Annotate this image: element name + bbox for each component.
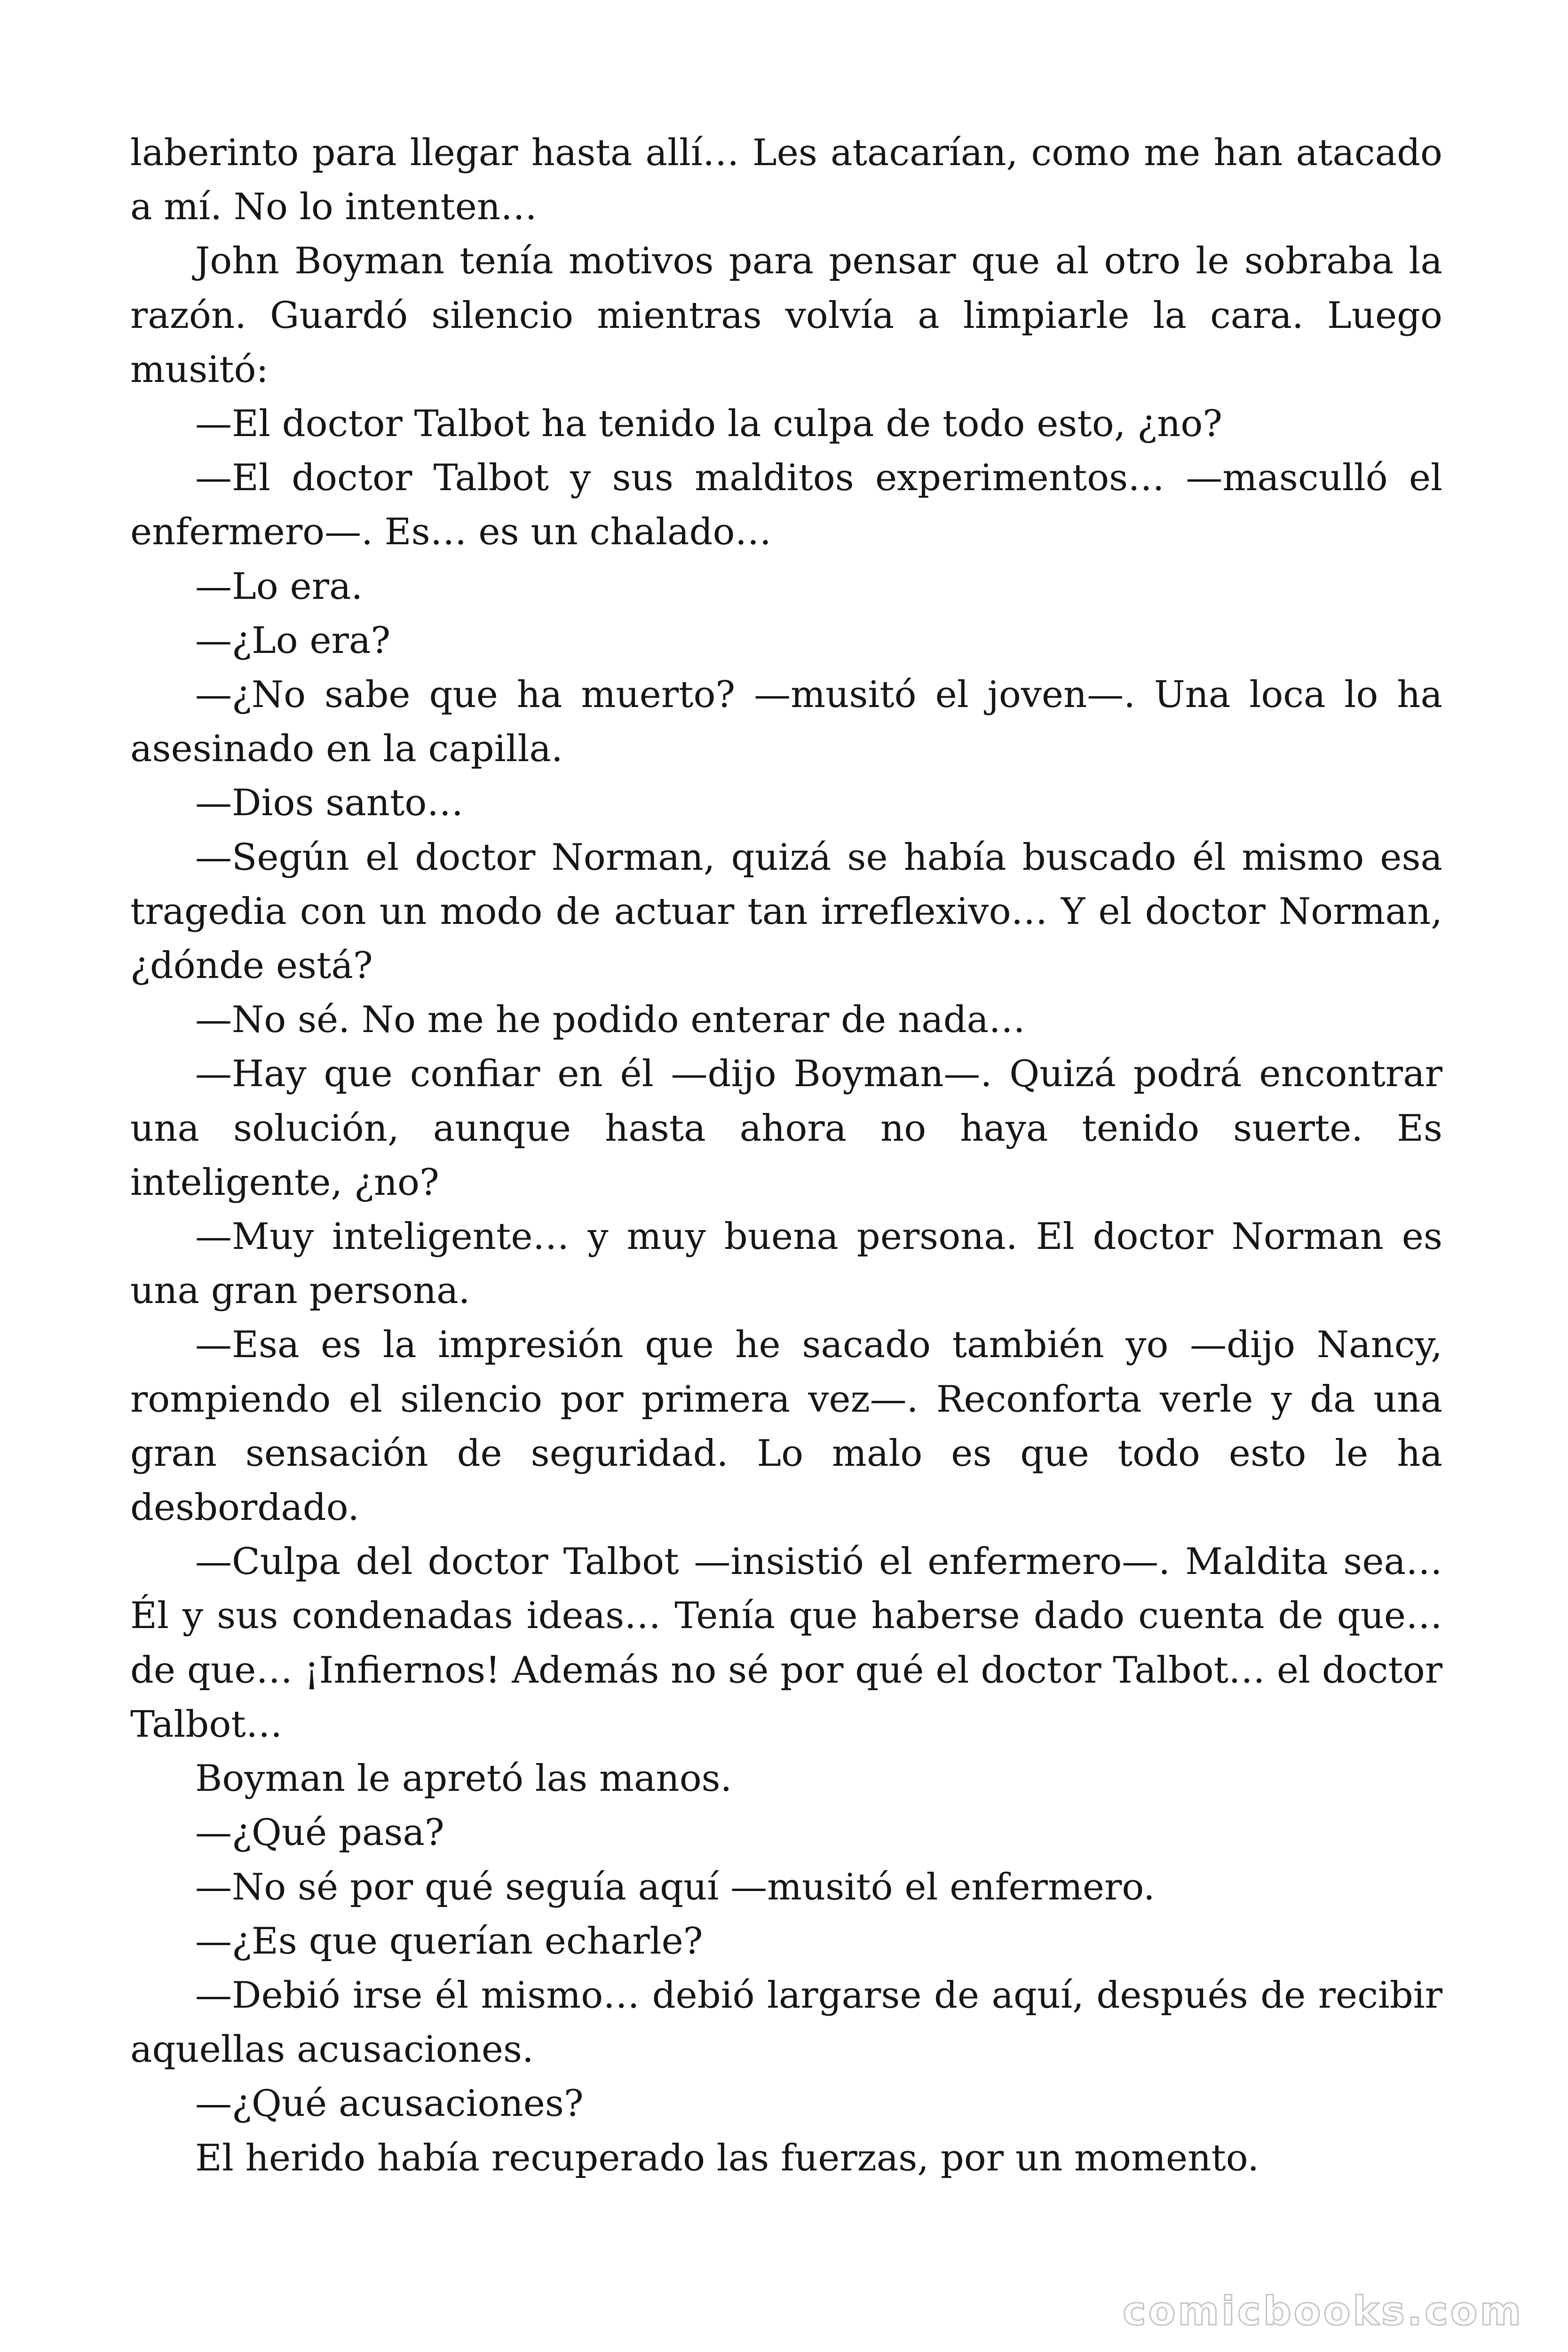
paragraph: —¿Es que querían echarle? [195,1920,703,1963]
paragraph: —Hay que confiar en él —dijo Boyman—. Quizá podrá encontrar una solución, aunque hasta ahora no haya tenido suerte. Es inteligente, ¿no? [130,1053,1442,1204]
paragraph: —Muy inteligente… y muy buena persona. El doctor Norman es una gran persona. [130,1216,1442,1312]
paragraph: El herido había recuperado las fuerzas, por un momento. [195,2137,1259,2179]
watermark: comicbooks.com [1123,2288,1523,2334]
page-text [130,126,1442,2185]
paragraph: —No sé. No me he podido enterar de nada… [195,999,1026,1041]
paragraph: —Según el doctor Norman, quizá se había buscado él mismo esa tragedia con un modo de actuar tan irreflexivo… Y el doctor Norman, ¿dónde está? [130,836,1442,987]
paragraph: laberinto para llegar hasta allí… Les atacarían, como me han atacado a mí. No lo intenten… [130,132,1442,229]
paragraph: —¿Lo era? [195,619,391,662]
paragraph: John Boyman tenía motivos para pensar que al otro le sobraba la razón. Guardó silencio mientras volvía a limpiarle la cara. Luego musitó: [130,240,1442,391]
paragraph: —¿Qué acusaciones? [195,2082,584,2125]
paragraph: —¿Qué pasa? [195,1812,444,1854]
paragraph: —Lo era. [195,565,363,608]
paragraph: —Culpa del doctor Talbot —insistió el enfermero—. Maldita sea… Él y sus condenadas ideas… Tenía que haberse dado cuenta de que… de que… ¡Infiernos! Además no sé por qué el doctor Talbot… el doctor Talbot… [130,1541,1442,1746]
paragraph: —Esa es la impresión que he sacado también yo —dijo Nancy, rompiendo el silencio por primera vez—. Reconforta verle y da una gran sensación de seguridad. Lo malo es que todo esto le ha desbordado. [130,1324,1442,1529]
paragraph: —No sé por qué seguía aquí —musitó el enfermero. [195,1866,1155,1908]
paragraph: —El doctor Talbot ha tenido la culpa de todo esto, ¿no? [195,403,1223,445]
paragraph: —Debió irse él mismo… debió largarse de aquí, después de recibir aquellas acusaciones. [130,1974,1442,2071]
paragraph: Boyman le apretó las manos. [195,1757,732,1800]
paragraph: —¿No sabe que ha muerto? —musitó el joven—. Una loca lo ha asesinado en la capilla. [130,674,1442,771]
paragraph: —Dios santo… [195,782,464,825]
paragraph: —El doctor Talbot y sus malditos experimentos… —masculló el enfermero—. Es… es un chalado… [130,457,1442,554]
